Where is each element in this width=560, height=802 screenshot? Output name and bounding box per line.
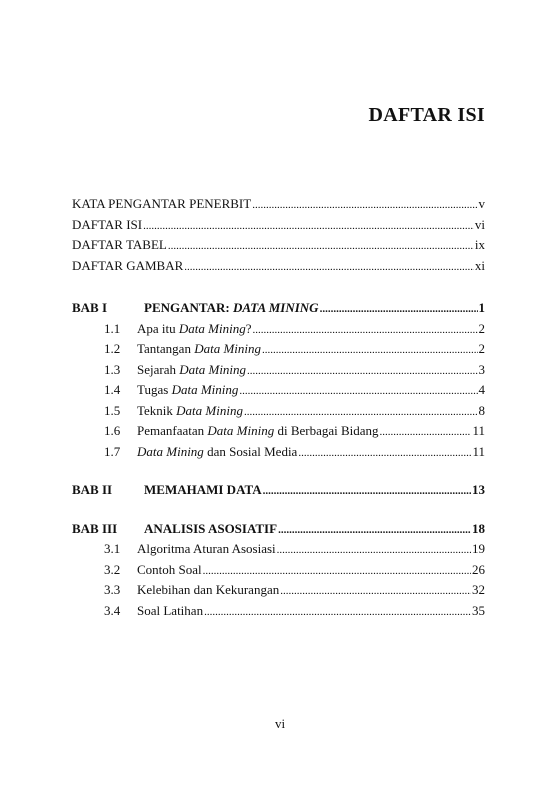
toc-section-1-2[interactable]: 1.2 Tantangan Data Mining ..... 2 — [72, 341, 485, 362]
chapter-number: BAB I — [72, 300, 108, 315]
chapter-title-italic: DATA MINING — [232, 300, 319, 315]
section-number: 3.3 — [104, 582, 121, 597]
section-page: 2 — [478, 341, 485, 356]
chapter-title: ANALISIS ASOSIATIF — [144, 520, 278, 536]
toc-section-3-2[interactable]: 3.2 Contoh Soal ..... 26 — [72, 562, 485, 583]
toc-chapter-bab-iii[interactable] — [72, 521, 485, 542]
section-number: 1.7 — [104, 443, 121, 459]
dot-leader — [320, 300, 478, 316]
toc-section-1-6[interactable]: 1.6 Pemanfaatan Data Mining di Berbagai Bidang ..... 11 — [72, 423, 485, 444]
chapter-page: 1 — [478, 300, 485, 315]
toc-entry-label: KATA PENGANTAR PENERBIT — [72, 196, 252, 211]
page-title: DAFTAR ISI — [368, 104, 485, 126]
chapter-page: 18 — [472, 520, 485, 536]
section-number: 3.2 — [104, 561, 121, 577]
chapter-number: BAB III — [72, 520, 118, 536]
dot-leader — [168, 237, 474, 253]
toc-entry-label: DAFTAR GAMBAR — [72, 257, 184, 273]
section-number: 1.3 — [104, 361, 121, 377]
toc-entry-daftar-gambar[interactable] — [72, 258, 485, 279]
section-page: 3 — [478, 361, 485, 377]
toc-section-1-4[interactable]: 1.4 Tugas Data Mining ..... 4 — [72, 382, 485, 403]
section-page: 26 — [472, 561, 485, 577]
dot-leader — [143, 217, 474, 233]
section-page: 11 — [472, 423, 485, 438]
toc-section-1-3[interactable]: 1.3 Sejarah Data Mining ..... 3 — [72, 362, 485, 383]
dot-leader — [380, 423, 472, 439]
chapter-title: MEMAHAMI DATA — [144, 482, 262, 497]
toc-chapter-bab-i[interactable] — [72, 300, 485, 321]
dot-leader — [204, 603, 471, 619]
section-number: 3.1 — [104, 541, 121, 556]
dot-leader — [203, 562, 471, 578]
front-matter-list — [72, 196, 485, 278]
dot-leader — [298, 444, 471, 460]
toc-entry-daftar-tabel[interactable] — [72, 237, 485, 258]
dot-leader — [252, 321, 477, 337]
section-page: 8 — [478, 402, 485, 418]
toc-section-3-4[interactable]: 3.4 Soal Latihan ..... 35 — [72, 603, 485, 624]
dot-leader — [247, 362, 477, 378]
toc-section-3-1[interactable]: 3.1 Algoritma Aturan Asosiasi ..... 19 — [72, 541, 485, 562]
dot-leader — [262, 341, 477, 357]
chapter-page: 13 — [472, 482, 485, 497]
section-number: 1.1 — [104, 320, 121, 336]
toc-entry-label: DAFTAR TABEL — [72, 237, 167, 252]
toc-entry-label: DAFTAR ISI — [72, 216, 143, 232]
toc-entry-daftar-isi[interactable] — [72, 217, 485, 238]
toc-entry-page: ix — [474, 237, 485, 252]
toc-section-3-3[interactable]: 3.3 Kelebihan dan Kekurangan ..... 32 — [72, 582, 485, 603]
toc-chapter-bab-ii[interactable] — [72, 482, 485, 503]
section-number: 1.6 — [104, 423, 121, 438]
dot-leader — [278, 521, 471, 537]
section-number: 1.2 — [104, 341, 121, 356]
dot-leader — [252, 196, 477, 212]
chapter-title: PENGANTAR: — [144, 300, 233, 315]
dot-leader — [244, 403, 478, 419]
chapter-number: BAB II — [72, 482, 113, 497]
dot-leader — [239, 382, 477, 398]
toc-section-1-5[interactable]: 1.5 Teknik Data Mining ..... 8 — [72, 403, 485, 424]
section-page: 32 — [472, 582, 485, 597]
toc-entry-kata-pengantar[interactable] — [72, 196, 485, 217]
toc-entry-page: v — [478, 196, 485, 211]
dot-leader — [277, 541, 471, 557]
page-number-footer: vi — [274, 716, 286, 731]
section-page: 19 — [472, 541, 485, 556]
table-of-contents — [72, 196, 485, 623]
section-page: 35 — [472, 602, 485, 618]
dot-leader — [280, 582, 471, 598]
section-page: 4 — [478, 382, 485, 397]
section-page: 2 — [478, 320, 485, 336]
dot-leader — [263, 482, 471, 498]
section-number: 3.4 — [104, 602, 121, 618]
toc-section-1-1[interactable]: 1.1 Apa itu Data Mining? ..... 2 — [72, 321, 485, 342]
section-number: 1.5 — [104, 402, 121, 418]
toc-entry-page: vi — [474, 216, 485, 232]
toc-entry-page: xi — [474, 257, 485, 273]
section-page: 11 — [472, 443, 485, 459]
toc-section-1-7[interactable]: 1.7 Data Mining dan Sosial Media ..... 11 — [72, 444, 485, 465]
section-number: 1.4 — [104, 382, 121, 397]
dot-leader — [184, 258, 474, 274]
